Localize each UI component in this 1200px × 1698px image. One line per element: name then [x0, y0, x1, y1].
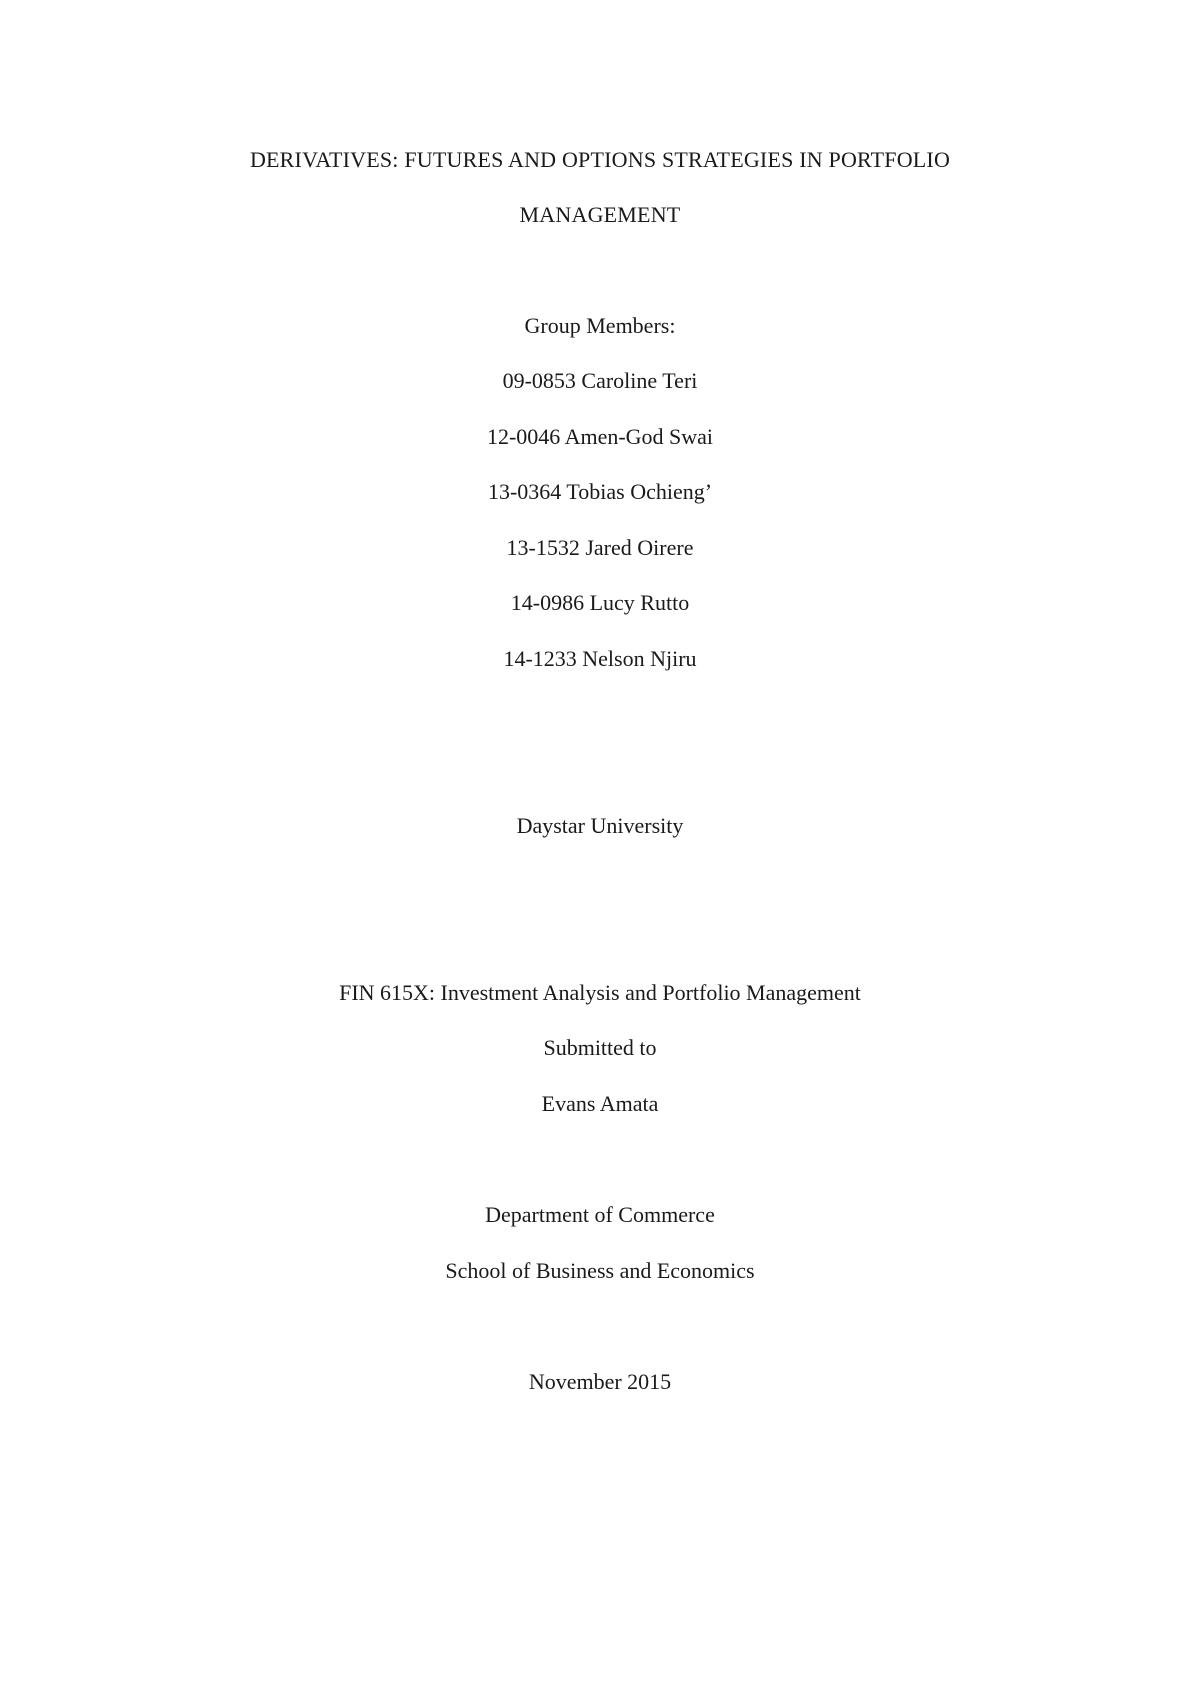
group-member: 13-1532 Jared Oirere [506, 535, 694, 560]
group-member: 12-0046 Amen-God Swai [486, 424, 714, 449]
institution: Daystar University [516, 813, 684, 838]
submission-date: November 2015 [528, 1369, 672, 1394]
group-member: 14-0986 Lucy Rutto [510, 590, 690, 615]
title-line-2: MANAGEMENT [519, 202, 681, 227]
title-line-1: DERIVATIVES: FUTURES AND OPTIONS STRATEGIES IN PORTFOLIO [249, 147, 951, 172]
course-name: FIN 615X: Investment Analysis and Portfolio Management [339, 980, 861, 1005]
department: Department of Commerce [485, 1202, 715, 1227]
school: School of Business and Economics [445, 1258, 755, 1283]
group-members-heading: Group Members: [524, 313, 676, 338]
group-member: 09-0853 Caroline Teri [502, 368, 698, 393]
submitted-to-label: Submitted to [543, 1035, 657, 1060]
group-member: 13-0364 Tobias Ochieng’ [487, 479, 713, 504]
group-member: 14-1233 Nelson Njiru [503, 646, 697, 671]
instructor-name: Evans Amata [541, 1091, 659, 1116]
